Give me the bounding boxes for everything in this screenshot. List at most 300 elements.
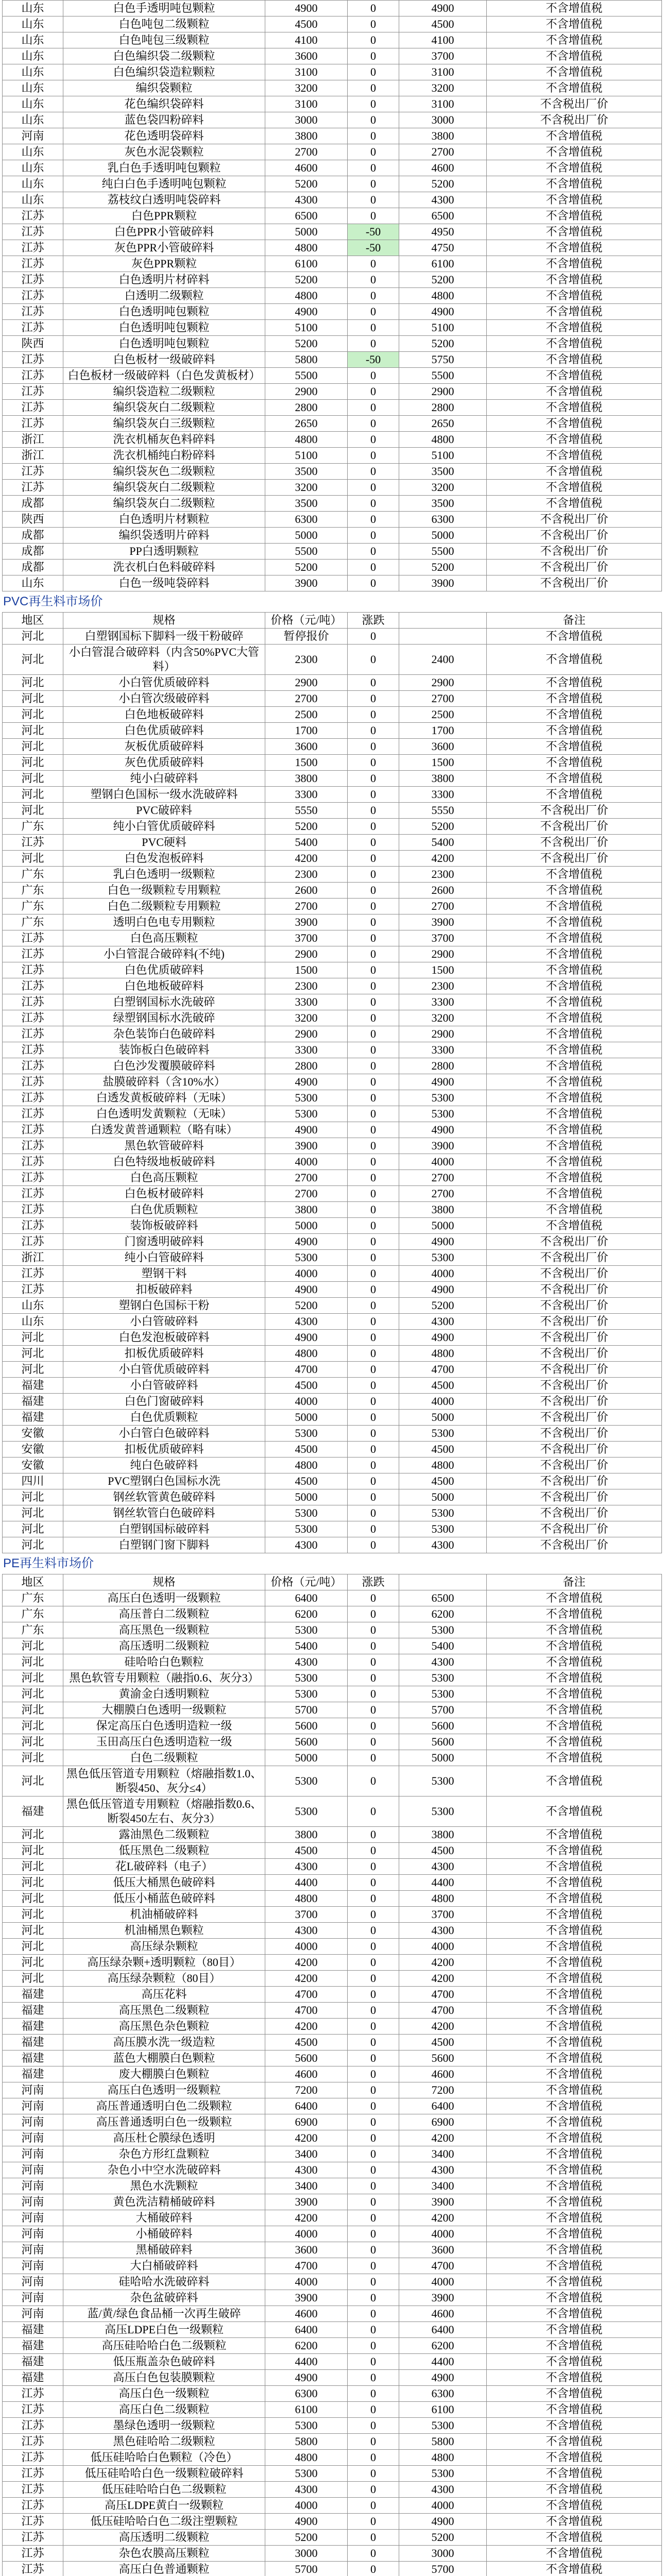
table-cell: 河北 bbox=[3, 1875, 63, 1891]
table-row bbox=[3, 1766, 662, 1797]
table-cell: 0 bbox=[348, 400, 399, 416]
table-cell: 不含增值税 bbox=[487, 1058, 662, 1074]
table-cell bbox=[399, 629, 487, 645]
table-row bbox=[3, 1426, 662, 1442]
table-cell: 5600 bbox=[399, 1734, 487, 1750]
table-row bbox=[3, 1955, 662, 1971]
table-cell: 杂色小中空水洗破碎料 bbox=[63, 2162, 265, 2178]
table-cell: 4000 bbox=[265, 2498, 348, 2514]
table-cell: 0 bbox=[348, 2146, 399, 2162]
table-cell: 4500 bbox=[265, 1378, 348, 1394]
table-cell: 江苏 bbox=[3, 1234, 63, 1250]
table-cell: 0 bbox=[348, 2066, 399, 2082]
table-cell: 广东 bbox=[3, 899, 63, 914]
table-cell: 5300 bbox=[265, 2466, 348, 2482]
table-row bbox=[3, 2546, 662, 2562]
table-cell: 白透明二级颗粒 bbox=[63, 288, 265, 304]
table-cell: 福建 bbox=[3, 2066, 63, 2082]
table-row bbox=[3, 1939, 662, 1955]
table-cell: 江苏 bbox=[3, 1170, 63, 1186]
table-cell: 0 bbox=[348, 575, 399, 591]
table-row bbox=[3, 144, 662, 160]
table-cell: 4500 bbox=[399, 1378, 487, 1394]
table-cell: 0 bbox=[348, 1090, 399, 1106]
table-cell: 不含增值税 bbox=[487, 1074, 662, 1090]
table-cell: 不含增值税 bbox=[487, 1923, 662, 1939]
table-cell: 3000 bbox=[265, 2546, 348, 2562]
table-cell: 钢丝软管白色破碎料 bbox=[63, 1505, 265, 1521]
table-cell: 4200 bbox=[399, 2210, 487, 2226]
table-cell: 不含增值税 bbox=[487, 2274, 662, 2290]
table-cell: 4900 bbox=[399, 2370, 487, 2386]
table-cell: 白色透明发黄颗粒（无味） bbox=[63, 1106, 265, 1122]
table-cell: 盐膜破碎料（含10%水） bbox=[63, 1074, 265, 1090]
table-cell: 4300 bbox=[399, 2482, 487, 2498]
table-cell: 4800 bbox=[399, 432, 487, 448]
table-cell: 3200 bbox=[265, 1010, 348, 1026]
table-cell: 0 bbox=[348, 899, 399, 914]
table-row bbox=[3, 2274, 662, 2290]
table-cell: 不含增值税 bbox=[487, 899, 662, 914]
table-cell: 4000 bbox=[265, 1939, 348, 1955]
table-row bbox=[3, 930, 662, 946]
table-cell: 3500 bbox=[265, 496, 348, 512]
table-cell: 5400 bbox=[265, 835, 348, 851]
table-cell: 0 bbox=[348, 723, 399, 739]
table-cell: 4000 bbox=[399, 1939, 487, 1955]
table-cell: -50 bbox=[348, 224, 399, 240]
table-cell: 不含税出厂价 bbox=[487, 1473, 662, 1489]
table-cell: 花L破碎料（电子） bbox=[63, 1859, 265, 1875]
table-cell: 6200 bbox=[265, 1606, 348, 1622]
table-cell: 4800 bbox=[265, 1458, 348, 1473]
table-cell: 河北 bbox=[3, 675, 63, 691]
table-cell: 河北 bbox=[3, 1330, 63, 1346]
table-cell: 白色透明吨包颗粒 bbox=[63, 304, 265, 320]
table-cell: 河南 bbox=[3, 2114, 63, 2130]
table-row bbox=[3, 2450, 662, 2466]
table-cell: 3400 bbox=[399, 2146, 487, 2162]
table-cell: 不含税出厂价 bbox=[487, 1314, 662, 1330]
table-cell: 3100 bbox=[265, 64, 348, 80]
table-cell: 4900 bbox=[265, 2370, 348, 2386]
table-cell: 扣板破碎料 bbox=[63, 1282, 265, 1298]
table-cell: 灰板优质破碎料 bbox=[63, 739, 265, 755]
table-row bbox=[3, 112, 662, 128]
table-cell: 4900 bbox=[265, 1234, 348, 1250]
table-cell: 0 bbox=[348, 1, 399, 16]
table-row bbox=[3, 2114, 662, 2130]
table-cell: 不含增值税 bbox=[487, 739, 662, 755]
table-cell: 低压大桶黑色破碎料 bbox=[63, 1875, 265, 1891]
table-cell: 4000 bbox=[399, 2498, 487, 2514]
table-cell: 白色优质颗粒 bbox=[63, 1202, 265, 1218]
table-header-row bbox=[3, 1574, 662, 1590]
table-cell: 山东 bbox=[3, 80, 63, 96]
table-row bbox=[3, 1489, 662, 1505]
table-cell: 河北 bbox=[3, 787, 63, 803]
table-cell: 0 bbox=[348, 1473, 399, 1489]
table-cell: 0 bbox=[348, 2114, 399, 2130]
table-cell: 广东 bbox=[3, 1606, 63, 1622]
table-cell: 5200 bbox=[399, 2530, 487, 2546]
table-row bbox=[3, 629, 662, 645]
table-cell: 0 bbox=[348, 2418, 399, 2434]
table-cell: 0 bbox=[348, 771, 399, 787]
table-row bbox=[3, 675, 662, 691]
table-cell: 0 bbox=[348, 2322, 399, 2338]
table-cell: 高压黑色一级颗粒 bbox=[63, 1622, 265, 1638]
table-cell: 3900 bbox=[399, 2290, 487, 2306]
table-cell: 0 bbox=[348, 1955, 399, 1971]
table-cell: 高压硅哈哈白色二级颗粒 bbox=[63, 2338, 265, 2354]
table-cell: 江苏 bbox=[3, 1122, 63, 1138]
table-row bbox=[3, 256, 662, 272]
table-cell: 河北 bbox=[3, 1505, 63, 1521]
table-row bbox=[3, 851, 662, 867]
table-cell: 6400 bbox=[265, 2322, 348, 2338]
table-cell: 高压绿杂颗粒（80目） bbox=[63, 1971, 265, 1987]
table-row bbox=[3, 1106, 662, 1122]
table-cell: 0 bbox=[348, 2450, 399, 2466]
table-cell: 山东 bbox=[3, 96, 63, 112]
table-cell: 0 bbox=[348, 1891, 399, 1907]
table-row bbox=[3, 755, 662, 771]
table-cell: 4200 bbox=[399, 851, 487, 867]
table-cell: 3800 bbox=[265, 1202, 348, 1218]
table-cell: 0 bbox=[348, 1250, 399, 1266]
table-cell: 不含增值税 bbox=[487, 272, 662, 288]
table-cell: 成都 bbox=[3, 528, 63, 544]
table-row bbox=[3, 176, 662, 192]
table-cell: 河北 bbox=[3, 851, 63, 867]
table-cell: 5100 bbox=[399, 448, 487, 464]
table-cell: 0 bbox=[348, 496, 399, 512]
table-cell: 5300 bbox=[265, 1250, 348, 1266]
table-cell: 白色PPR颗粒 bbox=[63, 208, 265, 224]
table-cell: 5100 bbox=[265, 448, 348, 464]
table-cell: 0 bbox=[348, 914, 399, 930]
table-cell: 不含增值税 bbox=[487, 320, 662, 336]
table-cell: 不含增值税 bbox=[487, 2498, 662, 2514]
table-row bbox=[3, 224, 662, 240]
table-cell: 5300 bbox=[399, 1670, 487, 1686]
table-cell: 陕西 bbox=[3, 512, 63, 528]
table-cell: 3400 bbox=[265, 2178, 348, 2194]
table-cell: 0 bbox=[348, 1266, 399, 1282]
table-cell: 不含增值税 bbox=[487, 1, 662, 16]
table-cell: 低压瓶盖杂色破碎料 bbox=[63, 2354, 265, 2370]
table-cell: 不含增值税 bbox=[487, 2562, 662, 2576]
table-cell: 白色一级颗粒专用颗粒 bbox=[63, 883, 265, 899]
table-cell: 4800 bbox=[265, 1891, 348, 1907]
table-header-cell: 备注 bbox=[487, 1574, 662, 1590]
table-cell: 不含增值税 bbox=[487, 48, 662, 64]
table-cell: 陕西 bbox=[3, 336, 63, 352]
table-cell: 4950 bbox=[399, 224, 487, 240]
table-header-cell: 地区 bbox=[3, 1574, 63, 1590]
table-cell: 0 bbox=[348, 675, 399, 691]
table-cell: 0 bbox=[348, 1138, 399, 1154]
table-cell: 杂色装饰白色破碎料 bbox=[63, 1026, 265, 1042]
table-cell: 不含增值税 bbox=[487, 480, 662, 496]
table-cell: 0 bbox=[348, 691, 399, 707]
table-cell: 3900 bbox=[265, 575, 348, 591]
table-cell: 5700 bbox=[399, 1702, 487, 1718]
table-cell: 5800 bbox=[265, 352, 348, 368]
table-row bbox=[3, 723, 662, 739]
table-cell: 不含增值税 bbox=[487, 883, 662, 899]
table-cell: 3100 bbox=[399, 96, 487, 112]
table-cell: 河北 bbox=[3, 1827, 63, 1843]
table-header-cell: 价格（元/吨） bbox=[265, 613, 348, 629]
table-cell: 河南 bbox=[3, 2242, 63, 2258]
table-row bbox=[3, 1074, 662, 1090]
table-cell: 3900 bbox=[265, 1138, 348, 1154]
table-cell: 低压小桶蓝色破碎料 bbox=[63, 1891, 265, 1907]
table-cell: 4200 bbox=[399, 2019, 487, 2035]
table-cell: 不含增值税 bbox=[487, 2306, 662, 2322]
table-cell: 0 bbox=[348, 2178, 399, 2194]
table-cell: 高压白色二级颗粒 bbox=[63, 2402, 265, 2418]
table-cell: 0 bbox=[348, 1670, 399, 1686]
table-row bbox=[3, 1987, 662, 2003]
table-row bbox=[3, 1859, 662, 1875]
table-cell: 不含税出厂价 bbox=[487, 1458, 662, 1473]
table-cell: 白色吨包二级颗粒 bbox=[63, 16, 265, 32]
table-cell: 4900 bbox=[399, 304, 487, 320]
table-cell: 山东 bbox=[3, 1314, 63, 1330]
table-cell: 江苏 bbox=[3, 2386, 63, 2402]
table-cell: 0 bbox=[348, 707, 399, 723]
table-cell: 不含增值税 bbox=[487, 1859, 662, 1875]
table-cell: 0 bbox=[348, 2498, 399, 2514]
table-cell: 白色透明片材颗粒 bbox=[63, 512, 265, 528]
table-cell: 编织袋灰白二级颗粒 bbox=[63, 400, 265, 416]
table-row bbox=[3, 1154, 662, 1170]
table-cell: 白色发泡板碎料 bbox=[63, 851, 265, 867]
table-cell: 不含增值税 bbox=[487, 707, 662, 723]
table-cell: 4300 bbox=[399, 1314, 487, 1330]
table-cell: 不含增值税 bbox=[487, 1606, 662, 1622]
table-cell: 0 bbox=[348, 739, 399, 755]
table-cell: 河北 bbox=[3, 1971, 63, 1987]
table-cell: 不含增值税 bbox=[487, 2514, 662, 2530]
table-cell: 不含增值税 bbox=[487, 1734, 662, 1750]
table-cell: 4900 bbox=[265, 304, 348, 320]
table-row bbox=[3, 1521, 662, 1537]
table-cell: 江苏 bbox=[3, 224, 63, 240]
table-cell: 3700 bbox=[399, 48, 487, 64]
table-cell: 5000 bbox=[399, 1410, 487, 1426]
table-cell: 不含增值税 bbox=[487, 1622, 662, 1638]
table-cell: PVC破碎料 bbox=[63, 803, 265, 819]
table-cell: 江苏 bbox=[3, 208, 63, 224]
table-cell: 3500 bbox=[399, 496, 487, 512]
table-cell: 白色地板破碎料 bbox=[63, 707, 265, 723]
table-cell: 0 bbox=[348, 1442, 399, 1458]
table-row bbox=[3, 1638, 662, 1654]
table-cell: 0 bbox=[348, 1234, 399, 1250]
table-cell: 白色板材破碎料 bbox=[63, 1186, 265, 1202]
table-cell: 黑色低压管道专用颗粒（熔融指数0.6、断裂450左右、灰分3） bbox=[63, 1797, 265, 1827]
table-cell: 2500 bbox=[399, 707, 487, 723]
table-row bbox=[3, 1971, 662, 1987]
table-cell: 江苏 bbox=[3, 272, 63, 288]
table-cell: 5000 bbox=[265, 1410, 348, 1426]
table-cell: 江苏 bbox=[3, 1138, 63, 1154]
table-row bbox=[3, 1750, 662, 1766]
table-cell: 4800 bbox=[399, 1458, 487, 1473]
table-cell: 江苏 bbox=[3, 288, 63, 304]
table-cell: 不含税出厂价 bbox=[487, 1521, 662, 1537]
table-cell: 0 bbox=[348, 2514, 399, 2530]
table-cell: 不含税出厂价 bbox=[487, 1426, 662, 1442]
table-cell: 4800 bbox=[265, 2450, 348, 2466]
table-cell: 0 bbox=[348, 256, 399, 272]
table-cell: 4700 bbox=[399, 1362, 487, 1378]
table-cell: 不含增值税 bbox=[487, 994, 662, 1010]
table-row bbox=[3, 400, 662, 416]
table-row bbox=[3, 691, 662, 707]
table-cell: 4600 bbox=[265, 160, 348, 176]
table-row bbox=[3, 1923, 662, 1939]
table-cell: 0 bbox=[348, 208, 399, 224]
table-cell: 3700 bbox=[399, 1907, 487, 1923]
table-cell: 白色吨包三级颗粒 bbox=[63, 32, 265, 48]
table-row bbox=[3, 368, 662, 384]
table-cell: 3100 bbox=[399, 64, 487, 80]
table-row bbox=[3, 560, 662, 575]
table-cell: 4700 bbox=[265, 2003, 348, 2019]
table-row bbox=[3, 528, 662, 544]
table-cell: 江苏 bbox=[3, 352, 63, 368]
table-cell: 3300 bbox=[265, 787, 348, 803]
table-cell: 0 bbox=[348, 629, 399, 645]
table-cell: 4000 bbox=[265, 2226, 348, 2242]
table-cell: 3000 bbox=[399, 112, 487, 128]
table-cell: 6100 bbox=[265, 256, 348, 272]
table-cell: 0 bbox=[348, 1859, 399, 1875]
table-cell: 2700 bbox=[265, 1186, 348, 1202]
table-row bbox=[3, 128, 662, 144]
table-cell: 河南 bbox=[3, 2130, 63, 2146]
table-cell: 0 bbox=[348, 1489, 399, 1505]
table-cell: 灰色优质破碎料 bbox=[63, 755, 265, 771]
table-cell: 福建 bbox=[3, 2354, 63, 2370]
table-cell: 高压花料 bbox=[63, 1987, 265, 2003]
table-cell: 不含增值税 bbox=[487, 1670, 662, 1686]
table-cell: 0 bbox=[348, 1282, 399, 1298]
table-cell: 0 bbox=[348, 528, 399, 544]
table-row bbox=[3, 2130, 662, 2146]
table-cell: 0 bbox=[348, 416, 399, 432]
table-cell: 0 bbox=[348, 64, 399, 80]
table-cell: 5000 bbox=[399, 528, 487, 544]
table-cell: 低压硅哈哈白色二级颗粒 bbox=[63, 2482, 265, 2498]
table-cell: 山东 bbox=[3, 112, 63, 128]
table-cell: 不含税出厂价 bbox=[487, 1442, 662, 1458]
table-cell: 6100 bbox=[399, 256, 487, 272]
table-row bbox=[3, 1505, 662, 1521]
section3-title: PE再生料市场价 bbox=[3, 1556, 94, 1570]
table-cell: 河北 bbox=[3, 1489, 63, 1505]
table-cell: 2900 bbox=[265, 946, 348, 962]
table-cell: 2900 bbox=[265, 384, 348, 400]
table-cell: 0 bbox=[348, 560, 399, 575]
table-cell: 四川 bbox=[3, 1473, 63, 1489]
table-cell: 河北 bbox=[3, 739, 63, 755]
table-cell: 4900 bbox=[399, 1330, 487, 1346]
table-header-cell: 价格（元/吨） bbox=[265, 1574, 348, 1590]
table-cell: 山东 bbox=[3, 1, 63, 16]
table-cell: 不含增值税 bbox=[487, 2402, 662, 2418]
table-cell: 编织袋透明片碎料 bbox=[63, 528, 265, 544]
table-header-cell bbox=[399, 1574, 487, 1590]
table-cell: 不含增值税 bbox=[487, 2162, 662, 2178]
table-cell: 成都 bbox=[3, 560, 63, 575]
table-cell: 5200 bbox=[265, 1298, 348, 1314]
table-cell: 编织袋灰白三级颗粒 bbox=[63, 416, 265, 432]
table-cell: 小白管优质破碎料 bbox=[63, 675, 265, 691]
table-cell: 0 bbox=[348, 432, 399, 448]
table-cell: 5300 bbox=[265, 1090, 348, 1106]
table-row bbox=[3, 1827, 662, 1843]
table-cell: 山东 bbox=[3, 176, 63, 192]
table-cell: 高压普白二级颗粒 bbox=[63, 1606, 265, 1622]
table-cell: 不含增值税 bbox=[487, 691, 662, 707]
table-cell: 河北 bbox=[3, 1955, 63, 1971]
table-cell: 低压硅哈哈白色一级颗粒破碎料 bbox=[63, 2466, 265, 2482]
table-cell: 0 bbox=[348, 448, 399, 464]
table-cell: 2600 bbox=[399, 883, 487, 899]
table-cell: 小白管白色破碎料 bbox=[63, 1426, 265, 1442]
table-cell: 大棚膜白色透明一级颗粒 bbox=[63, 1702, 265, 1718]
table-row bbox=[3, 2035, 662, 2050]
table-cell: 4600 bbox=[399, 2066, 487, 2082]
table-cell: 蓝色袋四粉碎料 bbox=[63, 112, 265, 128]
table-cell: 高压透明二级颗粒 bbox=[63, 2530, 265, 2546]
table-cell: 0 bbox=[348, 1843, 399, 1859]
table-cell: 3800 bbox=[265, 771, 348, 787]
table-cell: 4500 bbox=[399, 1442, 487, 1458]
table-cell: 0 bbox=[348, 1907, 399, 1923]
table-row bbox=[3, 1362, 662, 1378]
table-cell: 江苏 bbox=[3, 1154, 63, 1170]
table-cell: 0 bbox=[348, 803, 399, 819]
table-cell: 1500 bbox=[265, 962, 348, 978]
table-cell: 不含增值税 bbox=[487, 32, 662, 48]
table-cell: 5700 bbox=[265, 1702, 348, 1718]
table-cell: 不含增值税 bbox=[487, 400, 662, 416]
table-cell: 3800 bbox=[265, 1827, 348, 1843]
table-cell: 山东 bbox=[3, 160, 63, 176]
table-cell: 白色特级地板破碎料 bbox=[63, 1154, 265, 1170]
table-cell: 3800 bbox=[399, 771, 487, 787]
table-row bbox=[3, 448, 662, 464]
table-cell: 3600 bbox=[399, 739, 487, 755]
table-cell: 灰色水泥袋颗粒 bbox=[63, 144, 265, 160]
table-cell: 5300 bbox=[265, 1622, 348, 1638]
table-cell: 河南 bbox=[3, 128, 63, 144]
table-cell: 黄色洗洁精桶破碎料 bbox=[63, 2194, 265, 2210]
table-cell: 0 bbox=[348, 1702, 399, 1718]
table-cell: 江苏 bbox=[3, 1218, 63, 1234]
table-cell: 不含增值税 bbox=[487, 1766, 662, 1797]
table-cell: 3300 bbox=[265, 994, 348, 1010]
table-cell: 4500 bbox=[399, 1843, 487, 1859]
table-cell: 不含增值税 bbox=[487, 496, 662, 512]
